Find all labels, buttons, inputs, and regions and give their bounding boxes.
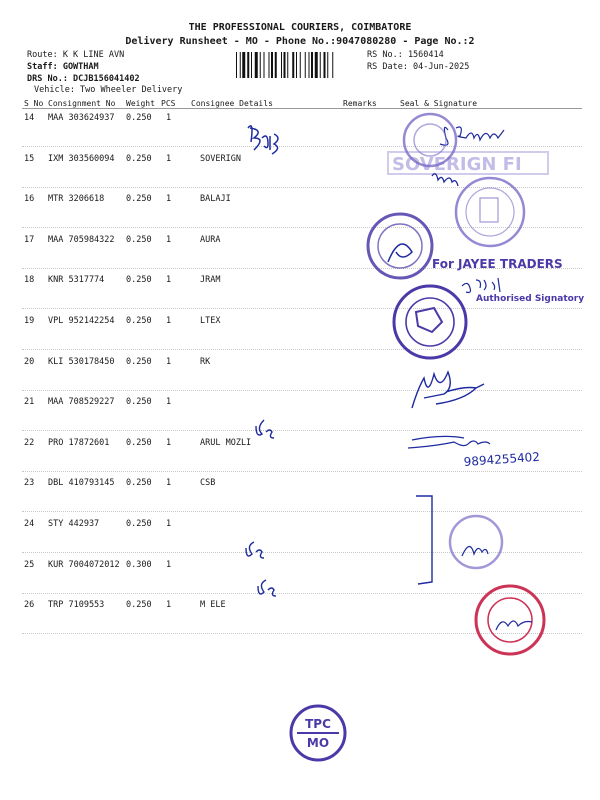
row-sno: 17	[24, 234, 35, 245]
row-pcs: 1	[166, 316, 172, 326]
row-sno: 22	[24, 437, 35, 448]
row-consignee: RK	[200, 356, 211, 367]
row-pcs: 1	[166, 153, 172, 164]
row-sno: 20	[24, 356, 35, 367]
row-weight: 0.250	[126, 356, 152, 367]
company-title: THE PROFESSIONAL COURIERS, COIMBATORE	[188, 22, 412, 33]
handwritten-phone: 9894255402	[463, 449, 541, 469]
route-label: Route: K K LINE AVN	[27, 50, 125, 60]
row-consignee: BALAJI	[200, 194, 231, 205]
row-pcs: 1	[166, 113, 172, 123]
row-consignment-no: KNR 5317774	[48, 275, 105, 286]
row-weight: 0.250	[126, 113, 152, 123]
row-weight: 0.250	[126, 153, 152, 164]
initial-mark-22	[256, 420, 274, 438]
row-consignee: CSB	[200, 478, 216, 489]
col-consignment: Consignment No	[48, 99, 116, 108]
row-consignment-no: MAA 303624937	[48, 113, 115, 123]
red-electrical-stamp	[476, 586, 544, 654]
col-pcs: PCS	[161, 99, 176, 108]
row-sno: 23	[24, 478, 35, 489]
row-consignee: M ELE	[200, 600, 226, 611]
row-consignment-no: MAA 705984322	[48, 234, 115, 245]
row-consignment-no: KLI 530178450	[48, 356, 115, 367]
row-consignment-no: DBL 410793145	[48, 478, 115, 489]
row-consignment-no: PRO 17872601	[48, 437, 110, 448]
row-weight: 0.250	[126, 519, 152, 529]
col-remarks: Remarks	[343, 99, 377, 108]
row-pcs: 1	[166, 234, 172, 245]
jayee-stamp-text: For JAYEE TRADERS	[432, 257, 563, 271]
small-round-stamp	[450, 516, 502, 568]
drs-label: DRS No.: DCJB156041402	[27, 74, 140, 84]
row-consignment-no: IXM 303560094	[48, 153, 115, 164]
signature-scribble	[440, 127, 504, 145]
row-sno: 14	[24, 113, 35, 123]
row-sno: 19	[24, 316, 35, 326]
vehicle-label: Vehicle: Two Wheeler Delivery	[34, 85, 183, 95]
remark-scribble	[412, 372, 484, 408]
col-consignee: Consignee Details	[191, 99, 273, 108]
rs-no-label: RS No.: 1560414	[367, 50, 444, 60]
rs-date-label: RS Date: 04-Jun-2025	[367, 62, 470, 72]
initial-mark-26	[258, 580, 276, 596]
row-sno: 25	[24, 559, 35, 570]
row-consignee: LTEX	[200, 316, 221, 326]
row-pcs: 1	[166, 275, 172, 286]
svg-text:MO: MO	[306, 736, 330, 750]
row-consignment-no: VPL 952142254	[48, 316, 115, 326]
handwritten-mark	[248, 126, 278, 154]
row-consignment-no: STY 442937	[48, 519, 100, 529]
textile-stamp	[394, 286, 466, 358]
row-sno: 16	[24, 194, 35, 205]
row-consignee: AURA	[200, 234, 221, 245]
row-consignment-no: KUR 7004072012	[48, 559, 120, 570]
row-weight: 0.250	[126, 234, 152, 245]
row-sno: 18	[24, 275, 35, 286]
row-pcs: 1	[166, 478, 172, 489]
col-seal: Seal & Signature	[400, 99, 478, 108]
staff-label: Staff: GOWTHAM	[27, 62, 99, 72]
row-weight: 0.250	[126, 478, 152, 489]
row-consignee: ARUL MOZLI	[200, 437, 252, 448]
row-weight: 0.250	[126, 600, 152, 611]
svg-text:SOVERIGN FI: SOVERIGN FI	[392, 154, 522, 175]
row-weight: 0.250	[126, 316, 152, 326]
row-consignment-no: MTR 3206618	[48, 194, 105, 205]
row-weight: 0.250	[126, 194, 152, 205]
row-weight: 0.250	[126, 275, 152, 286]
row-pcs: 1	[166, 559, 172, 570]
row-weight: 0.300	[126, 559, 152, 570]
row-sno: 15	[24, 153, 35, 164]
row-weight: 0.250	[126, 437, 152, 448]
row-consignment-no: MAA 708529227	[48, 397, 115, 408]
col-sno: S No	[24, 99, 44, 108]
row-pcs: 1	[166, 600, 172, 611]
row-pcs: 1	[166, 397, 172, 408]
runsheet-subtitle: Delivery Runsheet - MO - Phone No.:9047080280 - Page No.:2	[125, 36, 475, 47]
row-sno: 26	[24, 600, 35, 611]
col-weight: Weight	[126, 99, 155, 108]
authorised-signatory-text: Authorised Signatory	[476, 294, 585, 304]
row-consignment-no: TRP 7109553	[48, 600, 105, 611]
row-pcs: 1	[166, 519, 172, 529]
row-consignee: JRAM	[200, 275, 221, 286]
row-sno: 24	[24, 519, 35, 529]
row-pcs: 1	[166, 194, 172, 205]
row-pcs: 1	[166, 437, 172, 448]
svg-text:TPC: TPC	[305, 717, 331, 731]
row-sno: 21	[24, 397, 35, 408]
row-pcs: 1	[166, 356, 172, 367]
row-weight: 0.250	[126, 397, 152, 408]
initial-mark-25	[246, 542, 264, 558]
row-consignee: SOVERIGN	[200, 153, 241, 164]
bracket-line	[416, 496, 432, 584]
